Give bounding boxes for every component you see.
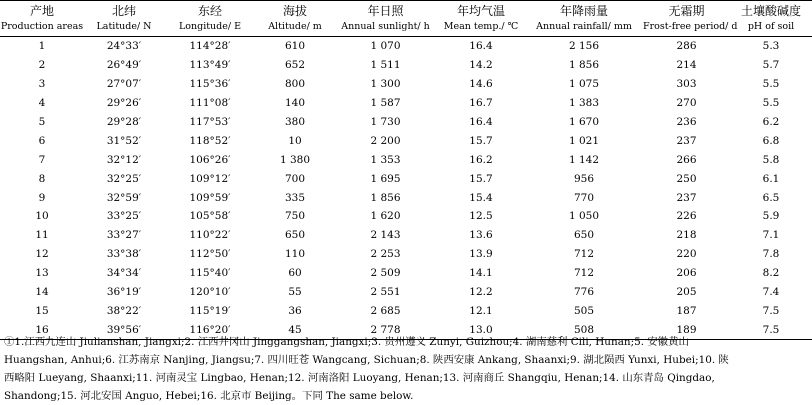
sunlight-cell: 1 511 <box>370 59 401 72</box>
rainfall-cell: 1 050 <box>568 210 600 223</box>
longitude-cell: 105°58′ <box>189 210 231 223</box>
longitude-cell: 115°19′ <box>189 304 231 317</box>
table-row <box>0 113 812 132</box>
temp-cell: 16.4 <box>469 40 493 53</box>
rainfall-cell: 1 021 <box>568 134 600 147</box>
area-cell: 14 <box>35 286 49 299</box>
table-row <box>0 245 812 264</box>
latitude-cell: 33°25′ <box>106 210 142 223</box>
area-cell: 10 <box>35 210 49 223</box>
sunlight-cell: 2 253 <box>370 248 401 261</box>
table-row <box>0 150 812 169</box>
sunlight-cell: 1 353 <box>370 153 401 166</box>
rainfall-cell: 1 075 <box>568 78 600 91</box>
table-row <box>0 56 812 75</box>
footnote-line: Shandong;15. 河北安国 Anguo, Hebei;16. 北京市 Beijing。下同 The same below. <box>4 390 414 402</box>
rainfall-cell: 776 <box>573 286 595 299</box>
header-en-cell: Production areas <box>0 19 84 37</box>
altitude-cell: 140 <box>284 97 306 110</box>
longitude-cell: 118°52′ <box>189 134 231 147</box>
frost-free-cell: 218 <box>676 229 697 242</box>
longitude-cell: 109°12′ <box>189 172 231 185</box>
table-row <box>0 131 812 150</box>
area-cell: 9 <box>38 191 46 204</box>
longitude-cell: 114°28′ <box>189 40 231 53</box>
rainfall-cell: 770 <box>573 191 595 204</box>
header-en-cell: Frost-free period/ d <box>643 19 730 37</box>
frost-free-cell: 236 <box>676 116 697 128</box>
latitude-cell: 29°26′ <box>106 97 142 110</box>
ph-cell: 7.8 <box>762 248 780 261</box>
longitude-cell: 115°36′ <box>189 78 231 91</box>
rainfall-cell: 956 <box>573 172 595 185</box>
header-en-cell: Latitude/ N <box>84 19 164 37</box>
footnote-line: 西略阳 Lueyang, Shaanxi;11. 河南灵宝 Lingbao, Henan;12. 河南洛阳 Luoyang, Henan;13. 河南商丘 Shangqiu, Henan;14. 山东青岛 Qingdao, <box>4 372 715 384</box>
latitude-cell: 34°34′ <box>106 267 142 280</box>
temp-cell: 16.4 <box>469 116 493 128</box>
ph-cell: 7.5 <box>762 304 780 317</box>
header-en-cell: Annual sunlight/ h <box>334 19 437 37</box>
temp-cell: 16.2 <box>469 153 493 166</box>
header-row-chinese <box>0 1 812 20</box>
area-cell: 7 <box>38 153 46 166</box>
header-en-cell: pH of soil <box>730 19 812 37</box>
header-row-english <box>0 19 812 37</box>
area-cell: 16 <box>0 320 84 339</box>
temp-cell: 15.4 <box>469 191 493 204</box>
ph-cell: 5.5 <box>762 78 780 91</box>
ph-cell: 5.5 <box>762 97 780 110</box>
longitude-cell: 110°22′ <box>189 229 231 242</box>
frost-free-cell: 205 <box>676 286 697 299</box>
longitude-cell: 117°53′ <box>189 116 231 128</box>
sunlight-cell: 1 730 <box>370 116 401 128</box>
latitude-cell: 29°28′ <box>106 116 142 128</box>
frost-free-cell: 250 <box>676 172 697 185</box>
altitude-cell: 652 <box>284 59 306 72</box>
frost-free-cell: 237 <box>676 191 697 204</box>
ph-cell: 7.5 <box>730 320 812 339</box>
rainfall-cell: 1 670 <box>568 116 600 128</box>
table-row <box>0 264 812 283</box>
table-body <box>0 37 812 340</box>
altitude-cell: 700 <box>284 172 306 185</box>
temp-cell: 12.1 <box>469 304 493 317</box>
latitude-cell: 39°56′ <box>84 320 164 339</box>
sunlight-cell: 1 070 <box>370 40 401 53</box>
temp-cell: 12.5 <box>469 210 493 223</box>
area-cell: 11 <box>35 229 49 242</box>
temp-cell: 14.6 <box>469 78 493 91</box>
sunlight-cell: 1 587 <box>370 97 401 110</box>
sunlight-cell: 2 143 <box>370 229 401 242</box>
ph-cell: 8.2 <box>762 267 780 280</box>
longitude-cell: 111°08′ <box>189 97 231 110</box>
area-cell: 15 <box>35 304 49 317</box>
rainfall-cell: 1 383 <box>568 97 600 110</box>
temp-cell: 16.7 <box>469 97 493 110</box>
altitude-cell: 380 <box>284 116 306 128</box>
sunlight-cell: 2 685 <box>370 304 401 317</box>
table-row <box>0 226 812 245</box>
area-cell: 4 <box>38 97 46 110</box>
temp-cell: 13.6 <box>469 229 493 242</box>
temp-cell: 15.7 <box>469 134 493 147</box>
latitude-cell: 24°33′ <box>106 40 142 53</box>
rainfall-cell: 1 856 <box>568 59 600 72</box>
footnote-line: ①1.江西九连山 Jiulianshan, Jiangxi;2. 江西井冈山 Jinggangshan, Jiangxi;3. 贵州遵义 Zunyi, Guizhou;4. 湖南慈利 Cili, Hunan;5. 安徽黄山 <box>4 336 689 348</box>
latitude-cell: 32°59′ <box>106 191 142 204</box>
altitude-cell: 750 <box>284 210 306 223</box>
ph-cell: 5.7 <box>762 59 780 72</box>
ph-cell: 7.4 <box>762 286 780 299</box>
frost-free-cell: 237 <box>676 134 697 147</box>
longitude-cell: 115°40′ <box>189 267 231 280</box>
altitude-cell: 10 <box>288 134 302 147</box>
header-zh-cell: 土壤酸碱度 <box>740 4 801 18</box>
table-row <box>0 301 812 320</box>
latitude-cell: 32°25′ <box>106 172 142 185</box>
latitude-cell: 38°22′ <box>106 304 142 317</box>
rainfall-cell: 1 142 <box>568 153 600 166</box>
longitude-cell: 113°49′ <box>189 59 231 72</box>
latitude-cell: 33°27′ <box>106 229 142 242</box>
table-row <box>0 75 812 94</box>
area-cell: 8 <box>38 172 46 185</box>
altitude-cell: 335 <box>284 191 306 204</box>
ph-cell: 6.8 <box>762 134 780 147</box>
area-cell: 1 <box>38 40 46 53</box>
area-cell: 6 <box>38 134 46 147</box>
altitude-cell: 45 <box>256 320 334 339</box>
area-cell: 5 <box>38 116 46 128</box>
table-row <box>0 169 812 188</box>
frost-free-cell: 270 <box>676 97 697 110</box>
ph-cell: 6.1 <box>762 172 780 185</box>
altitude-cell: 650 <box>284 229 306 242</box>
frost-free-cell: 303 <box>676 78 697 91</box>
temp-cell: 12.2 <box>469 286 493 299</box>
table-row <box>0 37 812 56</box>
frost-free-cell: 214 <box>676 59 697 72</box>
header-zh-cell: 北纬 <box>111 4 136 18</box>
header-zh-cell: 无霜期 <box>668 4 705 18</box>
temp-cell: 14.2 <box>469 59 493 72</box>
altitude-cell: 610 <box>284 40 306 53</box>
header-en-cell: Altitude/ m <box>256 19 334 37</box>
area-cell: 12 <box>35 248 49 261</box>
header-en-cell: Longitude/ E <box>164 19 256 37</box>
table-row <box>0 283 812 302</box>
temp-cell: 14.1 <box>469 267 493 280</box>
sunlight-cell: 2 509 <box>370 267 401 280</box>
altitude-cell: 110 <box>284 248 306 261</box>
latitude-cell: 27°07′ <box>106 78 142 91</box>
table-row <box>0 207 812 226</box>
ph-cell: 5.9 <box>762 210 780 223</box>
frost-free-cell: 189 <box>643 320 730 339</box>
ph-cell: 7.1 <box>762 229 780 242</box>
header-zh-cell: 年均气温 <box>456 4 505 18</box>
frost-free-cell: 266 <box>676 153 697 166</box>
frost-free-cell: 226 <box>676 210 697 223</box>
table-footnote <box>4 333 810 405</box>
rainfall-cell: 712 <box>573 248 595 261</box>
latitude-cell: 33°38′ <box>106 248 142 261</box>
table-row <box>0 188 812 207</box>
longitude-cell: 112°50′ <box>189 248 231 261</box>
latitude-cell: 26°49′ <box>106 59 142 72</box>
ph-cell: 5.3 <box>762 40 780 53</box>
temp-cell: 13.9 <box>469 248 493 261</box>
table-row <box>0 94 812 113</box>
rainfall-cell: 2 156 <box>568 40 600 53</box>
header-zh-cell: 东经 <box>197 4 222 18</box>
altitude-cell: 60 <box>288 267 302 280</box>
longitude-cell: 109°59′ <box>189 191 231 204</box>
header-en-cell: Annual rainfall/ mm <box>525 19 643 37</box>
sunlight-cell: 1 856 <box>370 191 401 204</box>
area-cell: 13 <box>35 267 49 280</box>
altitude-cell: 800 <box>284 78 306 91</box>
sunlight-cell: 2 551 <box>370 286 401 299</box>
sunlight-cell: 1 620 <box>370 210 401 223</box>
header-zh-cell: 年降雨量 <box>559 4 608 18</box>
rainfall-cell: 712 <box>573 267 595 280</box>
sunlight-cell: 1 300 <box>370 78 401 91</box>
frost-free-cell: 286 <box>676 40 697 53</box>
altitude-cell: 36 <box>288 304 302 317</box>
longitude-cell: 120°10′ <box>189 286 231 299</box>
area-cell: 2 <box>38 59 46 72</box>
footnote-line: Huangshan, Anhui;6. 江苏南京 Nanjing, Jiangsu;7. 四川旺苍 Wangcang, Sichuan;8. 陕西安康 Ankang, Shaanxi;9. 湖北陨西 Yunxi, Hubei;10. 陕 <box>4 354 729 366</box>
ph-cell: 5.8 <box>762 153 780 166</box>
header-zh-cell: 产地 <box>29 4 54 18</box>
ph-cell: 6.2 <box>762 116 780 128</box>
frost-free-cell: 206 <box>676 267 697 280</box>
latitude-cell: 32°12′ <box>106 153 142 166</box>
longitude-cell: 116°20′ <box>164 320 256 339</box>
frost-free-cell: 187 <box>676 304 697 317</box>
longitude-cell: 106°26′ <box>189 153 231 166</box>
temp-cell: 13.0 <box>437 320 525 339</box>
ph-cell: 6.5 <box>762 191 780 204</box>
latitude-cell: 31°52′ <box>106 134 142 147</box>
sunlight-cell: 2 200 <box>370 134 401 147</box>
header-zh-cell: 年日照 <box>367 4 404 18</box>
area-cell: 3 <box>38 78 46 91</box>
altitude-cell: 55 <box>288 286 302 299</box>
sunlight-cell: 2 778 <box>334 320 437 339</box>
rainfall-cell: 508 <box>525 320 643 339</box>
altitude-cell: 1 380 <box>279 153 311 166</box>
header-zh-cell: 海拔 <box>282 4 307 18</box>
header-en-cell: Mean temp./ ℃ <box>437 19 525 37</box>
frost-free-cell: 220 <box>676 248 697 261</box>
temp-cell: 15.7 <box>469 172 493 185</box>
rainfall-cell: 650 <box>573 229 595 242</box>
sunlight-cell: 1 695 <box>370 172 401 185</box>
rainfall-cell: 505 <box>573 304 595 317</box>
latitude-cell: 36°19′ <box>106 286 142 299</box>
